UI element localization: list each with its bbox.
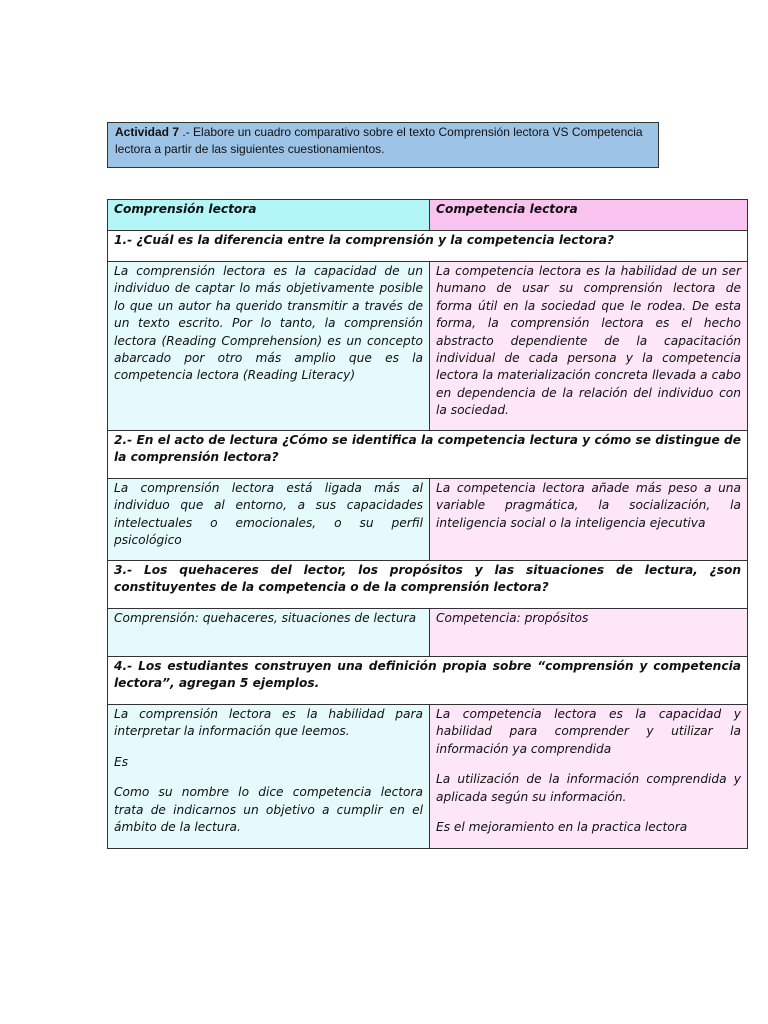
table-header-row	[108, 200, 748, 231]
question-3: 3.- Los quehaceres del lector, los propósitos y las situaciones de lectura, ¿son constituyentes de la competencia o de la comprensión lectora?	[108, 561, 748, 609]
answer-row	[108, 262, 748, 431]
answer-1-comprension	[108, 262, 430, 431]
answer-paragraph: Es el mejoramiento en la practica lectora	[436, 820, 688, 835]
comparison-table	[107, 199, 748, 849]
answer-3-comprension	[108, 609, 430, 657]
answer-paragraph: La competencia lectora es la capacidad y habilidad para comprender y utilizar la información ya comprendida	[436, 707, 741, 756]
answer-paragraph: La comprensión lectora es la capacidad de un individuo de captar lo más objetivamente posible lo que un autor ha querido transmitir a través de un texto escrito. Por lo tanto, la comprensión lectora (Reading Comprehension) es un concepto abarcado por otro más amplio que es la competencia lectora (Reading Literacy)	[114, 264, 423, 383]
question-2: 2.- En el acto de lectura ¿Cómo se identifica la competencia lectura y cómo se distingue de la comprensión lectora?	[108, 431, 748, 479]
answer-paragraph: La comprensión lectora está ligada más al individuo que al entorno, a sus capacidades intelectuales o emocionales, o su perfil psicológico	[114, 481, 423, 548]
activity-instruction-text: .- Elabore un cuadro comparativo sobre el texto Comprensión lectora VS Competencia lectora a partir de las siguientes cuestionamientos.	[115, 125, 643, 156]
question-4: 4.- Los estudiantes construyen una definición propia sobre “comprensión y competencia lectora”, agregan 5 ejemplos.	[108, 657, 748, 705]
question-row	[108, 657, 748, 705]
answer-paragraph: Competencia: propósitos	[436, 611, 589, 625]
answer-3-competencia	[430, 609, 748, 657]
answer-paragraph: Comprensión: quehaceres, situaciones de lectura	[114, 611, 417, 625]
answer-paragraph: La competencia lectora añade más peso a una variable pragmática, la socialización, la inteligencia social o la inteligencia ejecutiva	[436, 481, 741, 530]
question-row	[108, 431, 748, 479]
column-header-comprension: Comprensión lectora	[108, 200, 430, 231]
answer-row	[108, 705, 748, 849]
activity-instruction-box	[107, 122, 659, 168]
answer-paragraph: La comprensión lectora es la habilidad para interpretar la información que leemos.	[114, 707, 423, 739]
question-row	[108, 561, 748, 609]
answer-paragraph: Es	[114, 754, 129, 769]
answer-paragraph: La utilización de la información comprendida y aplicada según su información.	[436, 772, 741, 804]
answer-2-competencia	[430, 479, 748, 561]
answer-paragraph: Como su nombre lo dice competencia lectora trata de indicarnos un objetivo a cumplir en el ámbito de la lectura.	[114, 785, 423, 835]
question-1: 1.- ¿Cuál es la diferencia entre la comprensión y la competencia lectora?	[108, 231, 748, 262]
column-header-competencia: Competencia lectora	[430, 200, 748, 231]
question-row	[108, 231, 748, 262]
answer-4-competencia	[430, 705, 748, 849]
answer-1-competencia	[430, 262, 748, 431]
answer-paragraph: La competencia lectora es la habilidad de un ser humano de usar su comprensión lectora de forma útil en la sociedad que le rodea. De esta forma, la comprensión lectora es el hecho abstracto dependiente de la capacitación individual de cada persona y la competencia lectora la materialización concreta llevada a cabo en dependencia de la relación del individuo con la sociedad.	[436, 264, 741, 418]
answer-2-comprension	[108, 479, 430, 561]
answer-4-comprension	[108, 705, 430, 849]
answer-row	[108, 609, 748, 657]
activity-label: Actividad 7	[115, 125, 180, 139]
answer-row	[108, 479, 748, 561]
